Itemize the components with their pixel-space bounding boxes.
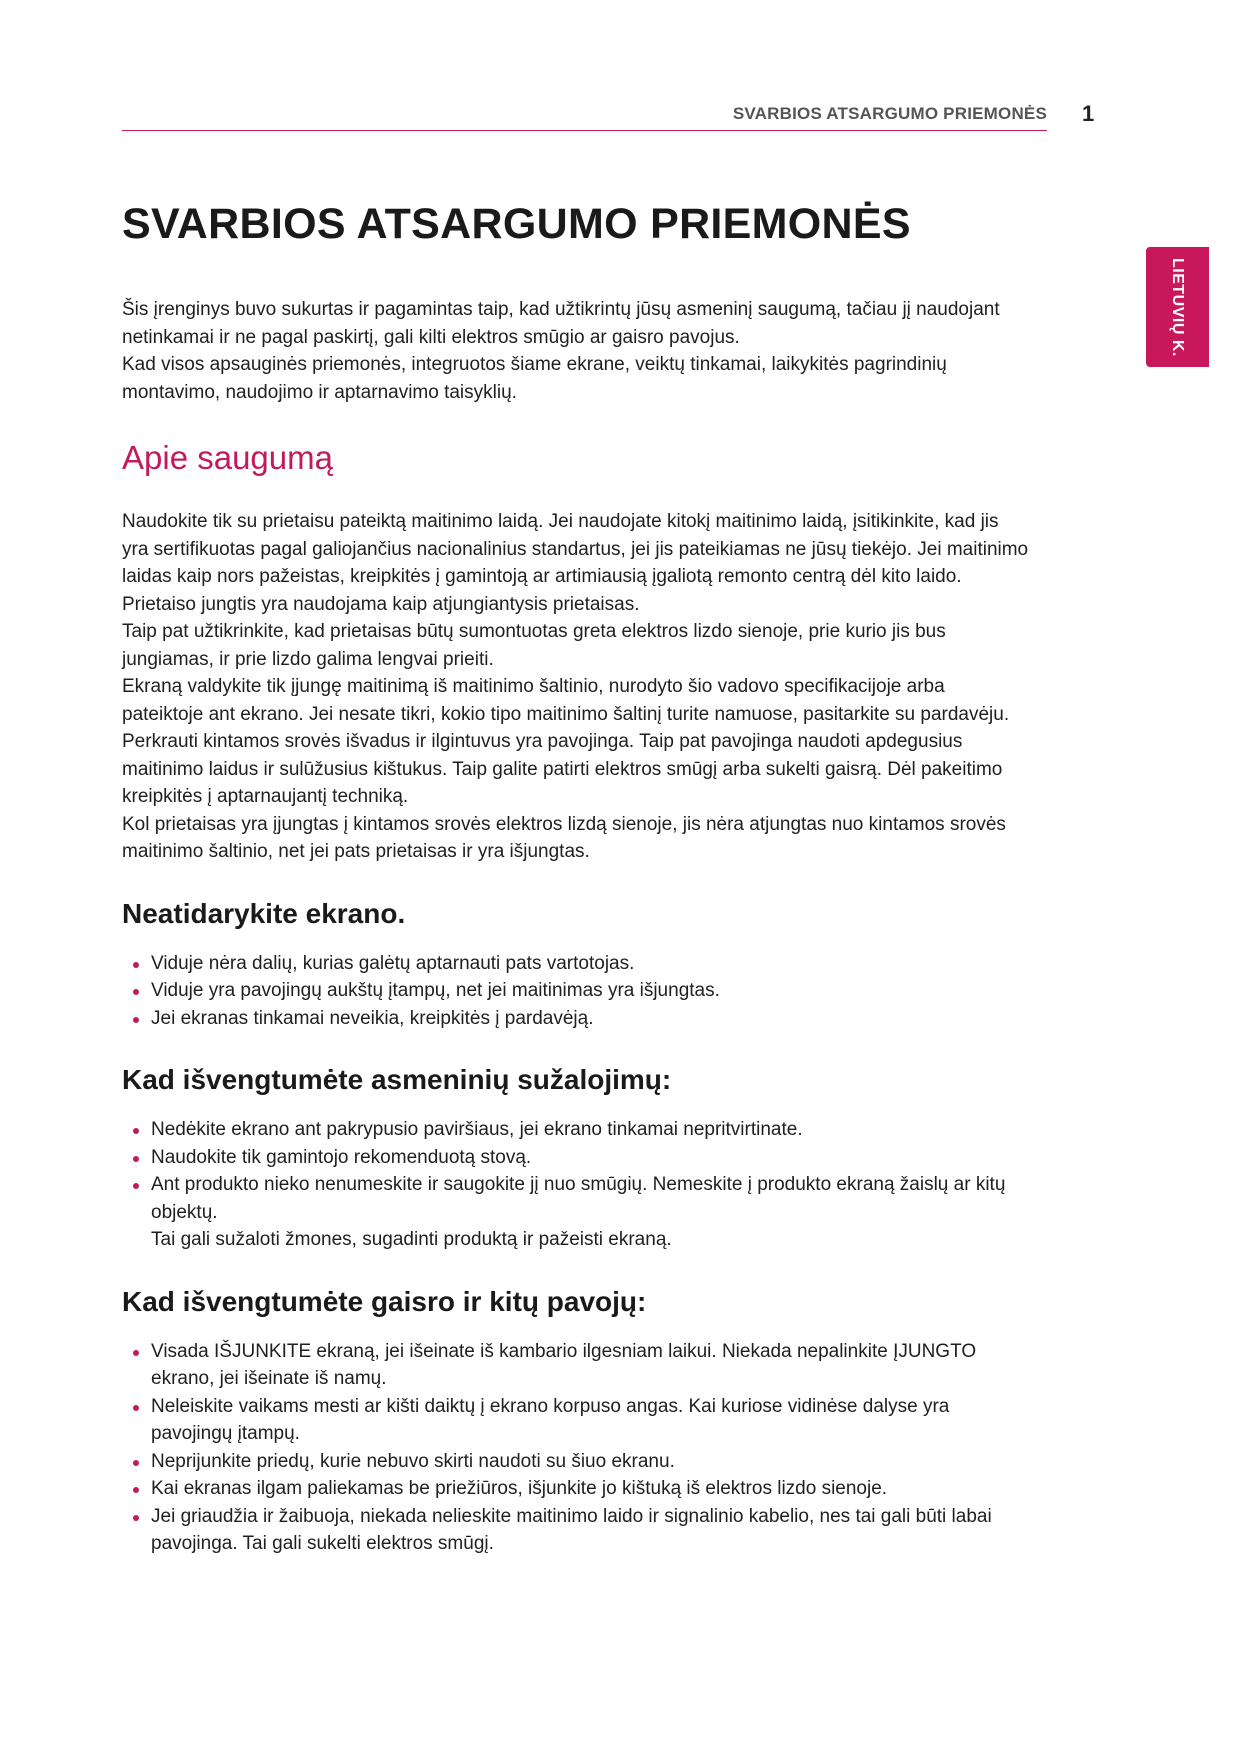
page-content: [122, 196, 1097, 1558]
list-item: [122, 1005, 1097, 1033]
list-item-line: Jei ekranas tinkamai neveikia, kreipkitės į pardavėją.: [151, 1007, 594, 1029]
language-tab-label: LIETUVIŲ K.: [1169, 257, 1186, 357]
list-item-line: Naudokite tik gamintojo rekomenduotą stovą.: [151, 1146, 532, 1168]
bullet-icon: [133, 1128, 139, 1134]
list-item: [122, 1393, 1097, 1448]
section-heading-safety: Apie saugumą: [122, 439, 333, 476]
bullet-icon: [133, 1017, 139, 1023]
bullet-icon: [133, 1515, 139, 1521]
injury-list: [122, 1116, 1097, 1254]
list-item: [122, 1116, 1097, 1144]
list-item-line: Ant produkto nieko nenumeskite ir saugokite jį nuo smūgių. Nemeskite į produkto ekraną žaislų ar kitų: [151, 1174, 1006, 1195]
safety-line: kreipkitės į aptarnaujantį techniką.: [122, 786, 409, 807]
fire-list: [122, 1338, 1097, 1558]
list-item-line: Neprijunkite priedų, kurie nebuvo skirti naudoti su šiuo ekranu.: [151, 1450, 675, 1472]
list-item-line: Tai gali sužaloti žmones, sugadinti produktą ir pažeisti ekraną.: [151, 1229, 672, 1250]
running-header-title: SVARBIOS ATSARGUMO PRIEMONĖS: [732, 104, 1047, 123]
list-item: [122, 1338, 1097, 1393]
list-item: [122, 977, 1097, 1005]
intro-line: montavimo, naudojimo ir aptarnavimo taisyklių.: [122, 381, 517, 403]
intro-line: netinkamai ir ne pagal paskirtį, gali kilti elektros smūgio ar gaisro pavojus.: [122, 326, 740, 348]
bullet-icon: [133, 962, 139, 968]
page-number: 1: [1082, 101, 1095, 126]
intro-line: Kad visos apsauginės priemonės, integruotos šiame ekrane, veiktų tinkamai, laikykitės pagrindinių: [122, 354, 947, 375]
intro-paragraph: [122, 296, 1097, 406]
page-title: SVARBIOS ATSARGUMO PRIEMONĖS: [122, 200, 911, 248]
safety-paragraph: [122, 508, 1097, 866]
bullet-icon: [133, 1156, 139, 1162]
safety-line: Naudokite tik su prietaisu pateiktą maitinimo laidą. Jei naudojate kitokį maitinimo laidą, įsitikinkite, kad jis: [122, 511, 999, 532]
safety-line: laidas kaip nors pažeistas, kreipkitės į gamintoją ar artimiausią įgaliotą remonto centrą dėl kito laido.: [122, 566, 962, 587]
list-item-line: Viduje nėra dalių, kurias galėtų aptarnauti pats vartotojas.: [151, 952, 635, 974]
list-item: [122, 1171, 1097, 1254]
safety-line: Prietaiso jungtis yra naudojama kaip atjungiantysis prietaisas.: [122, 593, 640, 615]
list-item-line: Visada IŠJUNKITE ekraną, jei išeinate iš kambario ilgesniam laikui. Niekada nepalinkite ĮJUNGTO: [151, 1340, 977, 1362]
list-item-line: Jei griaudžia ir žaibuoja, niekada nelieskite maitinimo laido ir signalinio kabelio, nes tai gali būti labai: [151, 1505, 992, 1527]
bullet-icon: [133, 1350, 139, 1356]
bullet-icon: [133, 989, 139, 995]
bullet-icon: [133, 1183, 139, 1189]
list-item-line: objektų.: [151, 1201, 218, 1223]
do-not-open-list: [122, 950, 1097, 1033]
list-item-line: Neleiskite vaikams mesti ar kišti daiktų į ekrano korpuso angas. Kai kuriose vidinėse dalyse yra: [151, 1395, 950, 1417]
safety-line: maitinimo laidus ir sulūžusius kištukus. Taip galite patirti elektros smūgį arba sukelti gaisrą. Dėl pakeitimo: [122, 758, 1003, 780]
list-item: [122, 1475, 1097, 1503]
list-item-line: pavojingų įtampų.: [151, 1423, 300, 1444]
safety-line: Perkrauti kintamos srovės išvadus ir ilgintuvus yra pavojinga. Taip pat pavojinga naudoti apdegusius: [122, 731, 963, 752]
list-item-line: pavojinga. Tai gali sukelti elektros smūgį.: [151, 1533, 494, 1554]
bullet-icon: [133, 1405, 139, 1411]
safety-line: pateiktoje ant ekrano. Jei nesate tikri, kokio tipo maitinimo šaltinį turite namuose, pasitarkite su pardavėju.: [122, 703, 1010, 725]
bullet-icon: [133, 1460, 139, 1466]
section-heading-fire: Kad išvengtumėte gaisro ir kitų pavojų:: [122, 1285, 647, 1317]
list-item: [122, 950, 1097, 978]
section-heading-do-not-open: Neatidarykite ekrano.: [122, 897, 406, 929]
list-item-line: ekrano, jei išeinate iš namų.: [151, 1368, 387, 1389]
section-heading-injury: Kad išvengtumėte asmeninių sužalojimų:: [122, 1064, 672, 1095]
header-divider: [122, 130, 1047, 131]
safety-line: Kol prietaisas yra įjungtas į kintamos srovės elektros lizdą sienoje, jis nėra atjungtas nuo kintamos srovės: [122, 813, 1006, 835]
list-item-line: Nedėkite ekrano ant pakrypusio paviršiaus, jei ekrano tinkamai nepritvirtinate.: [151, 1119, 803, 1140]
safety-line: yra sertifikuotas pagal galiojančius nacionalinius standartus, jei jis pateikiamas ne jūsų tiekėjo. Jei maitinimo: [122, 538, 1029, 560]
list-item: [122, 1503, 1097, 1558]
safety-line: Ekraną valdykite tik įjungę maitinimą iš maitinimo šaltinio, nurodyto šio vadovo specifikacijoje arba: [122, 676, 945, 697]
safety-line: Taip pat užtikrinkite, kad prietaisas būtų sumontuotas greta elektros lizdo sienoje, prie kurio jis bus: [122, 621, 946, 642]
list-item: [122, 1448, 1097, 1476]
safety-line: jungiamas, ir prie lizdo galima lengvai prieiti.: [122, 648, 494, 670]
list-item-line: Kai ekranas ilgam paliekamas be priežiūros, išjunkite jo kištuką iš elektros lizdo sienoje.: [151, 1478, 888, 1499]
list-item-line: Viduje yra pavojingų aukštų įtampų, net jei maitinimas yra išjungtas.: [151, 980, 720, 1001]
list-item: [122, 1144, 1097, 1172]
bullet-icon: [133, 1487, 139, 1493]
safety-line: maitinimo šaltinio, net jei pats prietaisas ir yra išjungtas.: [122, 841, 590, 862]
intro-line: Šis įrenginys buvo sukurtas ir pagamintas taip, kad užtikrintų jūsų asmeninį saugumą, tačiau jį naudojant: [122, 299, 1000, 320]
